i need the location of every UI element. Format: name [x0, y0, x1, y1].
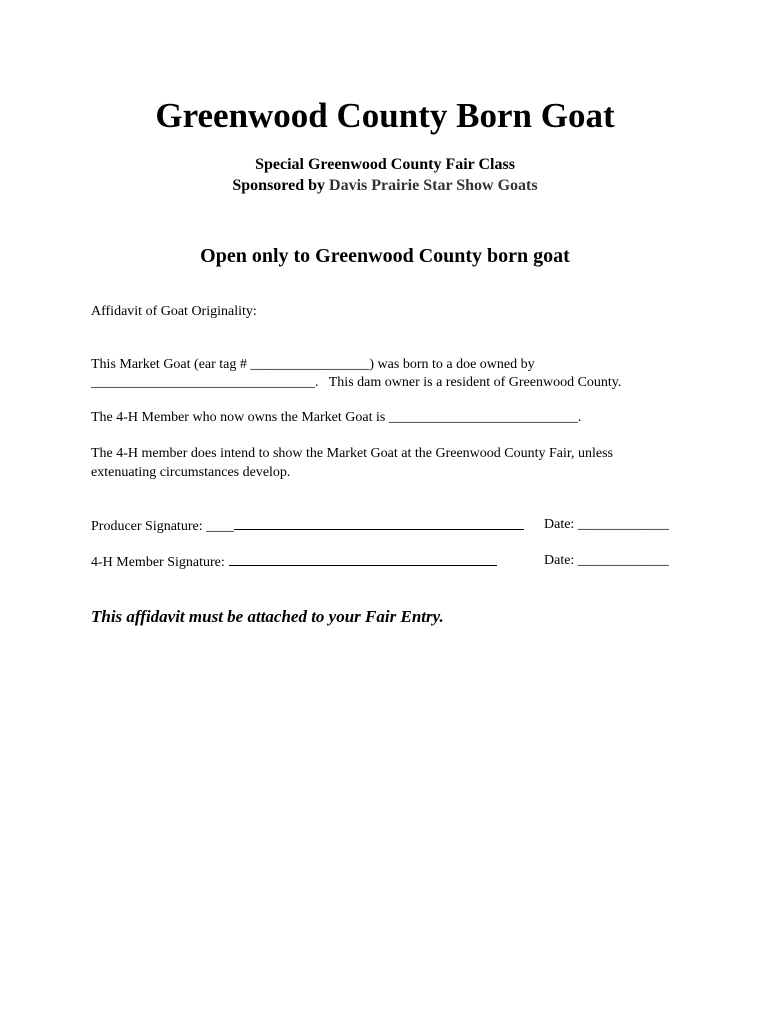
- producer-signature-row: [91, 516, 524, 536]
- ear-tag-statement-line2: ________________________________. This dam owner is a resident of Greenwood County.: [91, 375, 622, 390]
- sponsor-name: Davis Prairie Star Show Goats: [329, 177, 538, 194]
- producer-signature-line: [234, 516, 524, 530]
- owner-statement: The 4-H Member who now owns the Market Goat is ___________________________.: [91, 410, 582, 425]
- ear-tag-statement-line1: This Market Goat (ear tag # _________________) was born to a doe owned by: [91, 357, 535, 372]
- affidavit-label: Affidavit of Goat Originality:: [91, 304, 257, 319]
- intent-statement-line1: The 4-H member does intend to show the Market Goat at the Greenwood County Fair, unless: [91, 446, 613, 461]
- attachment-note: This affidavit must be attached to your Fair Entry.: [91, 607, 444, 626]
- member-signature-row: [91, 552, 497, 572]
- producer-signature-label: Producer Signature: ____: [91, 519, 235, 534]
- fair-class-subtitle: Special Greenwood County Fair Class: [255, 156, 515, 173]
- member-signature-line: [229, 552, 497, 566]
- eligibility-heading: Open only to Greenwood County born goat: [200, 245, 570, 267]
- intent-statement-line2: extenuating circumstances develop.: [91, 465, 291, 480]
- member-signature-label: 4-H Member Signature:: [91, 555, 225, 570]
- document-title: Greenwood County Born Goat: [155, 96, 615, 135]
- member-date-label: Date: _____________: [544, 553, 669, 568]
- sponsor-line: [0, 175, 770, 196]
- producer-date-label: Date: _____________: [544, 517, 669, 532]
- sponsor-prefix: Sponsored by: [232, 177, 330, 194]
